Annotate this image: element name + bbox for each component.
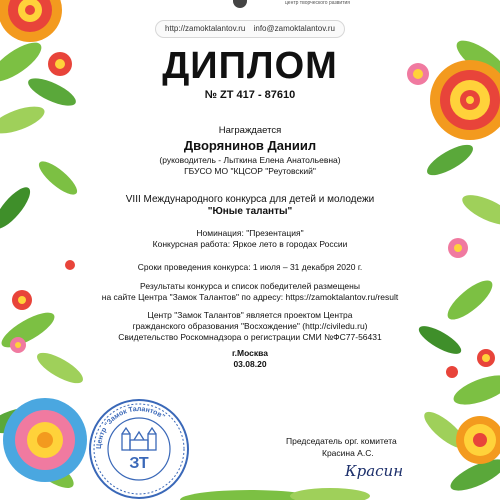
castle-icon: [122, 428, 156, 450]
top-left-flower-decoration: [0, 0, 62, 42]
handwritten-signature: Красин: [345, 462, 404, 480]
project-line-2: гражданского образования "Восхождение" (http://civiledu.ru): [132, 321, 368, 331]
center-stamp: [88, 398, 190, 500]
project-line-3: Свидетельство Роскомнадзора о регистрации СМИ №ФС77-56431: [118, 332, 382, 342]
contest-name: "Юные таланты": [207, 206, 293, 217]
signature-name: Красина А.С.: [322, 448, 374, 458]
email-link[interactable]: info@zamoktalantov.ru: [253, 24, 335, 33]
date-text: 03.08.20: [233, 359, 267, 369]
city-text: г.Москва: [231, 348, 269, 358]
nomination-text: Номинация: "Презентация": [196, 228, 304, 238]
diploma-number: № ZT 417 - 87610: [204, 89, 296, 101]
results-line-1: Результаты конкурса и список победителей размещены: [140, 281, 360, 291]
contest-dates-text: Сроки проведения конкурса: 1 июля – 31 декабря 2020 г.: [137, 262, 363, 272]
bottom-right-flower-decoration: [456, 416, 500, 464]
stamp-logo: ЗТ: [129, 455, 149, 472]
diploma-title: ДИПЛОМ: [162, 45, 338, 87]
organization-text: ГБУСО МО "КЦСОР "Реутовский": [184, 166, 316, 176]
bottom-left-flower-decoration: [3, 398, 87, 482]
supervisor-text: (руководитель - Лыткина Елена Анатольевна): [159, 155, 341, 165]
project-line-1: Центр "Замок Талантов" является проектом Центра: [147, 310, 353, 320]
site-link[interactable]: http://zamoktalantov.ru: [165, 24, 246, 33]
awarded-label: Награждается: [218, 125, 282, 136]
header-caption: центр творческого развития: [285, 0, 350, 6]
contest-line: VIII Международного конкурса для детей и молодежи: [125, 194, 375, 205]
recipient-name: Дворянинов Даниил: [183, 138, 317, 153]
work-title-text: Конкурсная работа: Яркое лето в городах России: [152, 239, 348, 249]
bottom-leaves-decoration: [180, 488, 370, 500]
signature-title: Председатель орг. комитета: [286, 436, 397, 446]
results-line-2: на сайте Центра "Замок Талантов" по адресу: https://zamoktalantov.ru/result: [101, 292, 399, 302]
stamp-text: Центр "Замок Талантов": [95, 405, 166, 450]
header-links-bar: [155, 20, 345, 38]
